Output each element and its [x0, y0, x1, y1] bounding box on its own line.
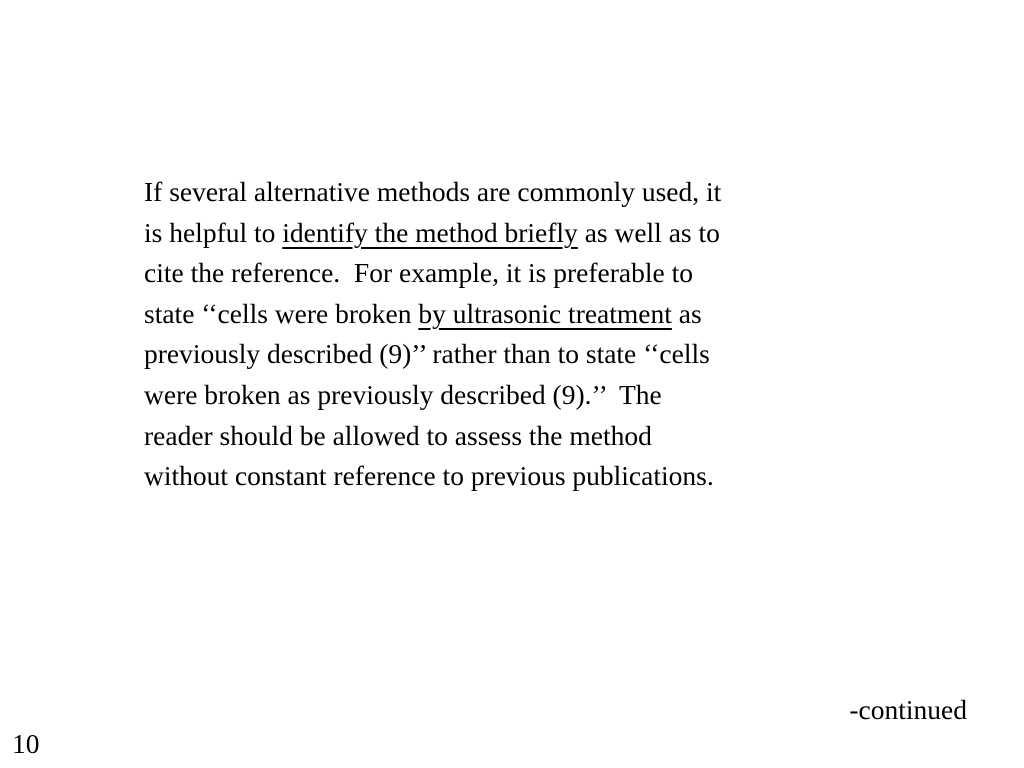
text-run: state ‘‘cells were broken — [144, 297, 419, 329]
body-paragraph — [144, 172, 884, 497]
text-run: as — [671, 297, 702, 329]
paragraph-line: previously described (9)’’ rather than to state ‘‘cells — [144, 338, 710, 370]
text-run: is helpful to — [144, 216, 283, 248]
underlined-phrase: by ultrasonic treatment — [418, 297, 672, 329]
paragraph-line — [144, 294, 884, 335]
paragraph-line: cite the reference. For example, it is preferable to — [144, 257, 693, 289]
paragraph-line: were broken as previously described (9).’’ The — [144, 378, 662, 410]
paragraph-line: reader should be allowed to assess the method — [144, 419, 652, 451]
paragraph-line: If several alternative methods are commonly used, it — [144, 176, 722, 207]
paragraph-line — [144, 213, 884, 254]
paragraph-line: without constant reference to previous publications. — [144, 460, 714, 492]
page-number: 10 — [12, 728, 40, 759]
continued-label: -continued — [849, 694, 967, 725]
text-run: as well as to — [577, 216, 720, 248]
underlined-phrase: identify the method briefly — [282, 216, 578, 248]
